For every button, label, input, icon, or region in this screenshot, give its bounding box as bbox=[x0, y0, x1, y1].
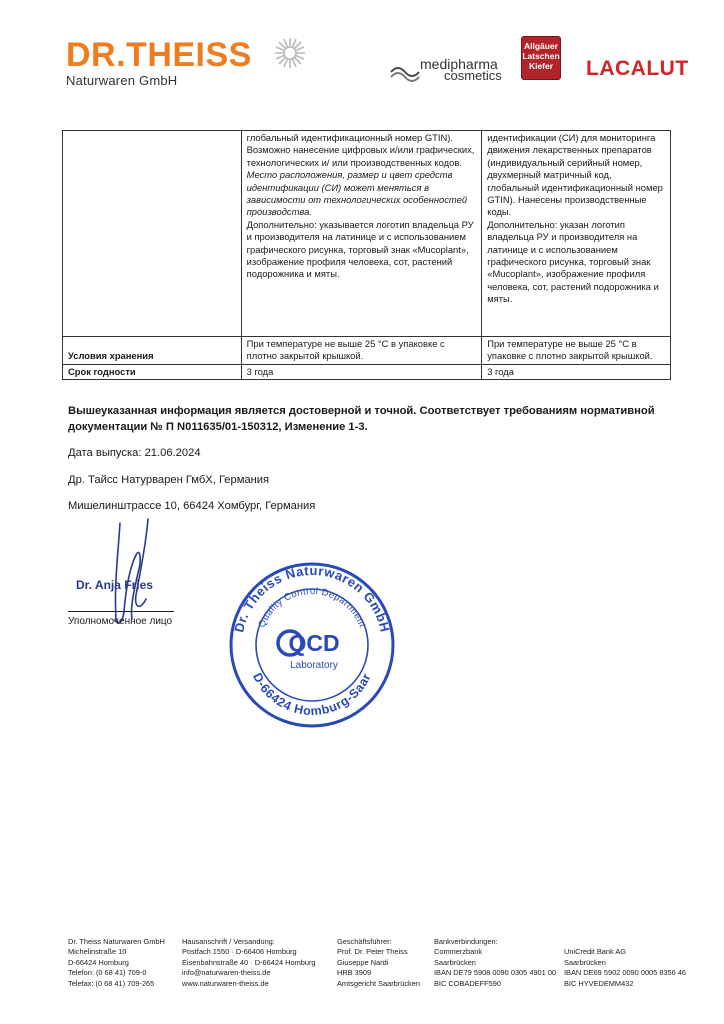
declaration-text: Вышеуказанная информация является достоверной и точной. Соответствует требованиям нормативной документации № П N011635/01-150312, Изменение 1-3. bbox=[68, 405, 655, 433]
footer-line: Geschäftsführer: bbox=[337, 937, 392, 946]
footer-line: Michelinstraße 10 bbox=[68, 947, 127, 957]
stamp-ring-bottom: D-66424 Homburg-Saar bbox=[250, 670, 374, 719]
footer-line: D-66424 Homburg bbox=[68, 957, 129, 967]
footer-line: Amtsgericht Saarbrücken bbox=[337, 978, 420, 988]
footer-line: IBAN DE79 5908 0090 0305 4901 00 bbox=[434, 968, 557, 978]
signatory-name: Dr. Anja Fries bbox=[76, 578, 153, 592]
dr-theiss-logo bbox=[66, 38, 252, 88]
svg-text:D-66424 Homburg-Saar bbox=[250, 671, 374, 719]
footer-col-bank-2 bbox=[564, 937, 686, 989]
issue-date: Дата выпуска: 21.06.2024 bbox=[68, 447, 201, 459]
footer-line: Bankverbindungen: bbox=[434, 937, 498, 946]
cell-col2 bbox=[241, 131, 482, 337]
footer-line: Hausanschrift / Versandung: bbox=[182, 937, 275, 946]
svg-text:Quality Control Department bbox=[256, 586, 367, 629]
footer-line: HRB 3909 bbox=[337, 968, 372, 978]
paragraph: идентификации (СИ) для мониторинга движения лекарственных препаратов (индивидуальный серийный номер, двухмерный матричный код, глобальный идентификационный номер GTIN). Нанесены производственные коды. bbox=[487, 132, 663, 218]
footer-line: Prof. Dr. Peter Theiss bbox=[337, 947, 408, 957]
footer-line: Saarbrücken bbox=[564, 957, 606, 967]
footer-line: UniCredit Bank AG bbox=[564, 947, 627, 957]
table-row-shelf-life bbox=[63, 364, 671, 379]
footer-line: Giuseppe Nardi bbox=[337, 957, 389, 967]
paragraph: Дополнительно: указан логотип владельца РУ и производителя на латинице и с использованием графического рисунка, торговый знак «Mucoplant», изображение профиля человека, сот, растений подорожника и мяты. bbox=[487, 218, 659, 305]
medipharma-text: medipharma bbox=[420, 56, 498, 72]
table-row bbox=[63, 131, 671, 337]
storage-col2: При температуре не выше 25 °С в упаковке с плотно закрытой крышкой. bbox=[241, 337, 482, 365]
paragraph-italic: Место расположения, размер и цвет средств идентификации (СИ) может меняться в зависимости от технологических особенностей производства. bbox=[246, 169, 468, 218]
qcd-laboratory-stamp bbox=[228, 561, 396, 729]
stamp-ring-inner: Quality Control Department bbox=[256, 585, 368, 630]
footer-line: Telefax: (0 68 41) 709-265 bbox=[68, 978, 155, 988]
footer-line: Commerzbank bbox=[434, 947, 483, 957]
footer-email[interactable]: info@naturwaren-theiss.de bbox=[182, 968, 271, 978]
specification-table bbox=[62, 130, 671, 380]
footer-col-address bbox=[182, 937, 316, 989]
footer-line: BIC HYVEDEMM432 bbox=[564, 978, 634, 988]
company-address: Мишелинштрассе 10, 66424 Хомбург, Германия bbox=[68, 500, 316, 512]
shelf-col2: 3 года bbox=[241, 364, 482, 379]
stamp-ring-top: Dr. Theiss Naturwaren GmbH bbox=[231, 562, 393, 634]
row-label bbox=[63, 131, 242, 337]
footer-col-management bbox=[337, 937, 420, 989]
allg-line-1: Allgäuer bbox=[523, 41, 558, 51]
allgaeuer-latschenkiefer-logo bbox=[521, 36, 561, 80]
medipharma-logo bbox=[390, 56, 512, 84]
brand-main: DR.THEISS bbox=[66, 36, 252, 74]
company-name: Др. Тайсс Натурварен ГмбХ, Германия bbox=[68, 474, 270, 486]
cell-col3 bbox=[482, 131, 671, 337]
footer-line: Telefon: (0 68 41) 709-0 bbox=[68, 968, 147, 978]
paragraph: Дополнительно: указывается логотип владельца РУ и производителя на латинице и с использованием графического рисунка, торговый знак «Mucoplant», изображение профиля человека, сот, растений подорожника и мяты. bbox=[246, 218, 474, 280]
footer-line: Postfach 1550 · D-66406 Homburg bbox=[182, 947, 297, 957]
storage-col3: При температуре не выше 25 °С в упаковке с плотно закрытой крышкой. bbox=[482, 337, 671, 365]
signatory-caption: Уполномоченное лицо bbox=[68, 616, 173, 627]
footer-line: IBAN DE69 5902 0090 0005 8356 46 bbox=[564, 968, 687, 978]
stamp-center-qcd: QCD bbox=[288, 630, 340, 656]
signature-line bbox=[68, 611, 174, 612]
brand-sub: Naturwaren GmbH bbox=[66, 73, 178, 88]
sun-emblem-icon bbox=[274, 37, 306, 69]
cosmetics-text: cosmetics bbox=[444, 68, 502, 83]
allg-line-2: Latschen bbox=[522, 51, 560, 61]
footer-line: Dr. Theiss Naturwaren GmbH bbox=[68, 937, 165, 946]
lacalut-logo: LACALUT bbox=[586, 57, 689, 80]
allg-line-3: Kiefer bbox=[528, 61, 554, 71]
footer-col-bank-1 bbox=[434, 937, 556, 989]
wave-icon bbox=[390, 60, 420, 82]
stamp-center-laboratory: Laboratory bbox=[290, 660, 338, 671]
footer-website[interactable]: www.naturwaren-theiss.de bbox=[182, 978, 269, 988]
footer-line: Saarbrücken bbox=[434, 957, 476, 967]
footer-line: Eisenbahnstraße 40 · D-66424 Homburg bbox=[182, 957, 316, 967]
shelf-label: Срок годности bbox=[63, 364, 242, 379]
shelf-col3: 3 года bbox=[482, 364, 671, 379]
table-row-storage bbox=[63, 337, 671, 365]
paragraph: глобальный идентификационный номер GTIN). Возможно нанесение цифровых и/или графических, технологических и/ или производственных кодов. bbox=[246, 132, 475, 168]
footer-col-company bbox=[68, 937, 165, 989]
storage-label: Условия хранения bbox=[63, 337, 242, 365]
svg-text:Dr. Theiss Naturwaren GmbH bbox=[231, 563, 393, 634]
footer-line: BIC COBADEFF590 bbox=[434, 978, 501, 988]
